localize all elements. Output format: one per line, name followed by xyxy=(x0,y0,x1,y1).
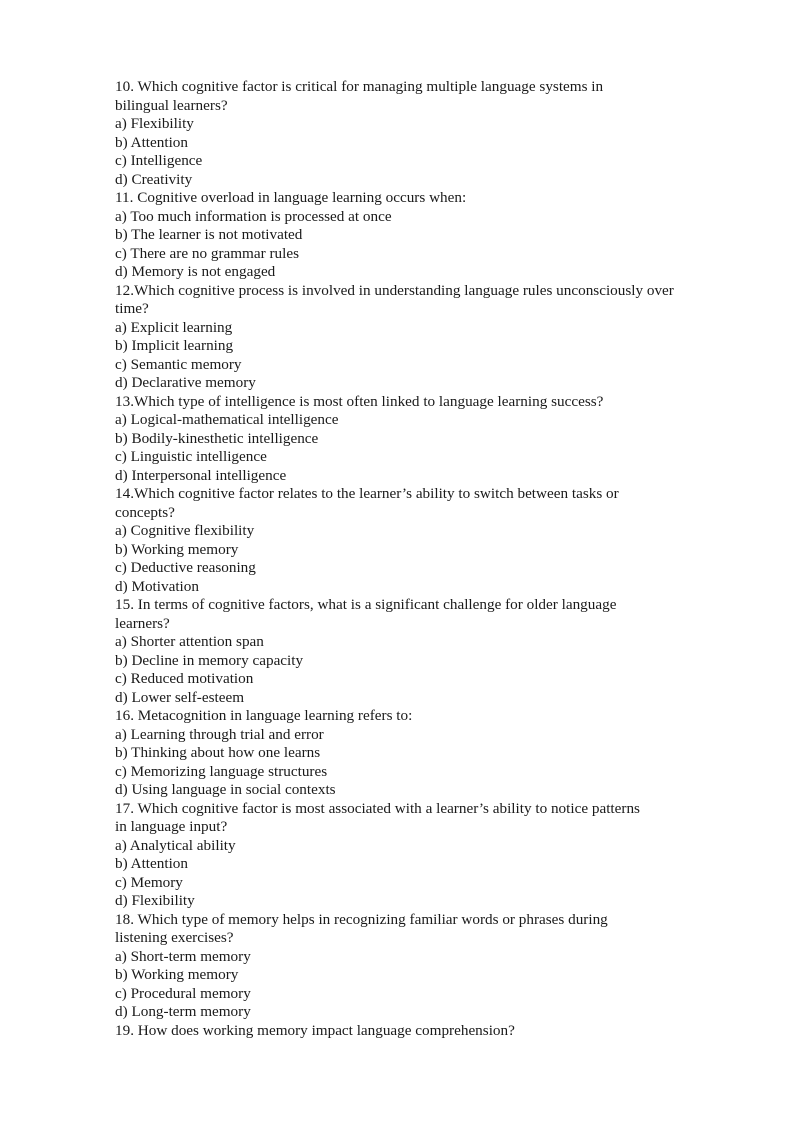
answer-option: c) Deductive reasoning xyxy=(115,559,256,576)
question-text-line: listening exercises? xyxy=(115,929,234,946)
answer-option: a) Analytical ability xyxy=(115,836,236,854)
answer-option: c) Intelligence xyxy=(115,152,203,169)
answer-option: c) Linguistic intelligence xyxy=(115,448,267,465)
answer-option: d) Long-term memory xyxy=(115,1003,251,1020)
answer-option: a) Logical-mathematical intelligence xyxy=(115,411,339,428)
answer-option: c) Reduced motivation xyxy=(115,670,254,687)
document-body xyxy=(115,78,715,1040)
answer-option: b) The learner is not motivated xyxy=(115,226,303,243)
question-text-line: concepts? xyxy=(115,503,175,521)
question-text-line: 14.Which cognitive factor relates to the learner’s ability to switch between tasks or xyxy=(115,485,619,502)
answer-option: b) Working memory xyxy=(115,540,239,558)
question-text-line: time? xyxy=(115,300,149,317)
answer-option: b) Attention xyxy=(115,133,188,151)
question-text-line: 16. Metacognition in language learning refers to: xyxy=(115,707,413,724)
answer-option: c) Memory xyxy=(115,873,183,891)
answer-option: b) Attention xyxy=(115,855,188,872)
answer-option: d) Using language in social contexts xyxy=(115,781,336,798)
answer-option: b) Thinking about how one learns xyxy=(115,744,321,761)
question-text-line: 18. Which type of memory helps in recognizing familiar words or phrases during xyxy=(115,910,608,928)
question-text-line: bilingual learners? xyxy=(115,96,228,114)
answer-option: d) Declarative memory xyxy=(115,374,256,391)
answer-option: a) Learning through trial and error xyxy=(115,725,324,743)
answer-option: d) Interpersonal intelligence xyxy=(115,466,287,484)
question-text-line: learners? xyxy=(115,614,170,632)
question-text-line: 11. Cognitive overload in language learning occurs when: xyxy=(115,189,467,206)
answer-option: a) Short-term memory xyxy=(115,947,251,965)
answer-option: c) There are no grammar rules xyxy=(115,244,299,262)
question-text-line: 17. Which cognitive factor is most associated with a learner’s ability to notice patterns xyxy=(115,799,640,817)
answer-option: b) Decline in memory capacity xyxy=(115,651,304,669)
answer-option: a) Flexibility xyxy=(115,115,194,132)
answer-option: b) Working memory xyxy=(115,966,239,983)
answer-option: a) Explicit learning xyxy=(115,318,233,336)
answer-option: a) Shorter attention span xyxy=(115,633,264,650)
answer-option: c) Memorizing language structures xyxy=(115,762,328,780)
question-text-line: 10. Which cognitive factor is critical for managing multiple language systems in xyxy=(115,78,604,95)
answer-option: b) Implicit learning xyxy=(115,337,234,354)
answer-option: d) Creativity xyxy=(115,170,193,188)
answer-option: d) Memory is not engaged xyxy=(115,263,276,280)
question-text-line: 19. How does working memory impact language comprehension? xyxy=(115,1021,515,1039)
answer-option: a) Cognitive flexibility xyxy=(115,522,255,539)
question-text-line: 15. In terms of cognitive factors, what is a significant challenge for older language xyxy=(115,596,617,613)
answer-option: b) Bodily-kinesthetic intelligence xyxy=(115,429,319,447)
answer-option: a) Too much information is processed at once xyxy=(115,207,392,225)
answer-option: c) Semantic memory xyxy=(115,355,242,373)
answer-option: d) Lower self-esteem xyxy=(115,688,245,706)
answer-option: d) Flexibility xyxy=(115,892,195,909)
answer-option: d) Motivation xyxy=(115,577,199,595)
question-text-line: 13.Which type of intelligence is most often linked to language learning success? xyxy=(115,392,604,410)
question-text-line: in language input? xyxy=(115,818,228,835)
answer-option: c) Procedural memory xyxy=(115,984,251,1002)
question-text-line: 12.Which cognitive process is involved in understanding language rules unconsciously over xyxy=(115,281,674,299)
